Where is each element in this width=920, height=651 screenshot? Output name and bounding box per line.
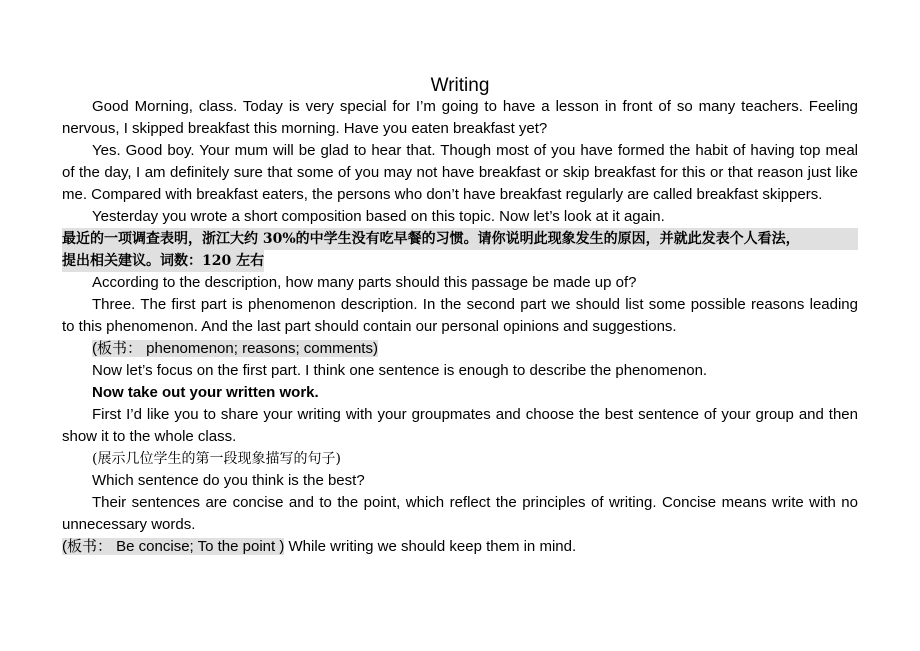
paragraph-5-line-2: to this phenomenon. And the last part should contain our personal opinions and suggestions.: [62, 318, 677, 335]
paragraph-2-line-1: Yes. Good boy. Your mum will be glad to hear that. Though most of you have formed the habit of having top meal: [92, 142, 858, 159]
task-prompt-line-1: 最近的一项调查表明，浙江大约 30%的中学生没有吃早餐的习惯。请你说明此现象发生的原因，并就此发表个人看法，: [62, 228, 858, 250]
paragraph-11: [62, 536, 858, 558]
paragraph-11-tail: While writing we should keep them in mind.: [284, 538, 577, 555]
paragraph-7: Now take out your written work.: [92, 384, 319, 401]
teacher-note-2: (展示几位学生的第一段现象描写的句子): [92, 451, 341, 467]
task-prompt-line-2: 提出相关建议。词数：120 左右: [62, 250, 264, 272]
paragraph-6: Now let’s focus on the first part. I think one sentence is enough to describe the phenomenon.: [92, 362, 708, 379]
blackboard-note-3: (板书： Be concise; To the point ): [62, 538, 285, 555]
blackboard-note-1: [62, 338, 858, 360]
paragraph-1-line-1: Good Morning, class. Today is very special for I’m going to have a lesson in front of so many teachers. Feeling: [92, 98, 858, 115]
paragraph-2-line-3: me. Compared with breakfast eaters, the persons who don’t have breakfast regularly are called breakfast skippers.: [62, 186, 823, 203]
paragraph-8-line-1: First I’d like you to share your writing with your groupmates and choose the best sentence of your group and then: [92, 406, 858, 423]
document-title: Writing: [430, 75, 490, 96]
blackboard-note-1-text: (板书： phenomenon; reasons; comments): [92, 340, 378, 357]
paragraph-2-line-2: of the day, I am definitely sure that some of you may not have breakfast or skip breakfast for this or that reason just like: [62, 164, 858, 181]
paragraph-10-line-1: Their sentences are concise and to the point, which reflect the principles of writing. Concise means write with no: [92, 494, 858, 511]
paragraph-1-line-2: nervous, I skipped breakfast this morning. Have you eaten breakfast yet?: [62, 120, 548, 137]
paragraph-9: Which sentence do you think is the best?: [92, 472, 365, 489]
paragraph-8-line-2: show it to the whole class.: [62, 428, 237, 445]
paragraph-10-line-2: unnecessary words.: [62, 516, 196, 533]
paragraph-4: According to the description, how many parts should this passage be made up of?: [92, 274, 637, 291]
paragraph-5-line-1: Three. The first part is phenomenon description. In the second part we should list some possible reasons leading: [92, 296, 858, 313]
paragraph-3: Yesterday you wrote a short composition based on this topic. Now let’s look at it again.: [92, 208, 665, 225]
document-page: [62, 74, 858, 558]
